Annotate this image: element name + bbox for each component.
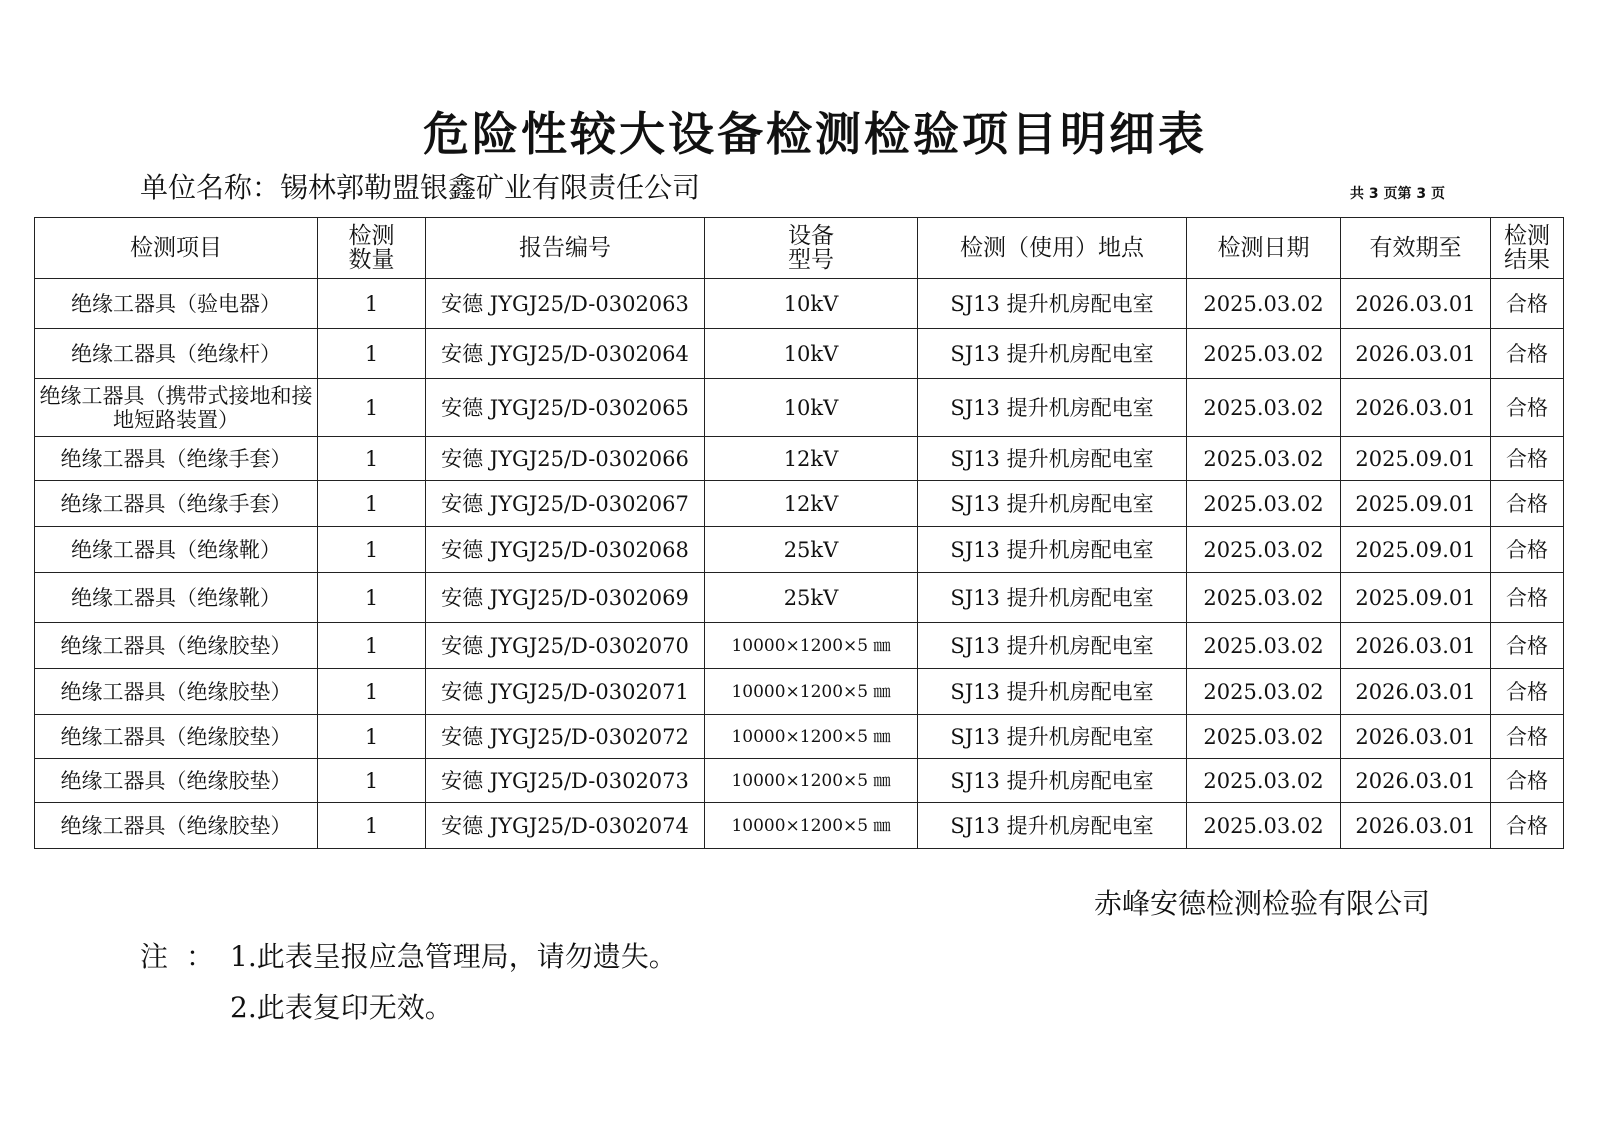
cell-report-number: 安德 JYGJ25/D-0302066 [426, 437, 705, 481]
cell-location: SJ13 提升机房配电室 [918, 329, 1187, 379]
cell-inspection-item: 绝缘工器具（绝缘胶垫） [35, 715, 318, 759]
document-title: 危险性较大设备检测检验项目明细表 [423, 107, 1207, 161]
header-inspection-item: 检测项目 [35, 218, 318, 279]
cell-inspection-item: 绝缘工器具（绝缘胶垫） [35, 759, 318, 803]
cell-result: 合格 [1491, 379, 1564, 437]
cell-equipment-model: 12kV [705, 481, 918, 527]
table-row [35, 623, 1564, 669]
cell-location: SJ13 提升机房配电室 [918, 527, 1187, 573]
table-row [35, 279, 1564, 329]
table-row [35, 715, 1564, 759]
cell-quantity: 1 [318, 669, 426, 715]
cell-location: SJ13 提升机房配电室 [918, 379, 1187, 437]
cell-valid-until: 2026.03.01 [1341, 715, 1491, 759]
note-item: 2.此表复印无效。 [230, 991, 453, 1024]
cell-inspection-date: 2025.03.02 [1187, 573, 1341, 623]
cell-valid-until: 2026.03.01 [1341, 623, 1491, 669]
cell-location: SJ13 提升机房配电室 [918, 715, 1187, 759]
cell-quantity: 1 [318, 527, 426, 573]
cell-inspection-date: 2025.03.02 [1187, 279, 1341, 329]
cell-report-number: 安德 JYGJ25/D-0302063 [426, 279, 705, 329]
cell-result: 合格 [1491, 481, 1564, 527]
cell-valid-until: 2025.09.01 [1341, 481, 1491, 527]
cell-report-number: 安德 JYGJ25/D-0302065 [426, 379, 705, 437]
cell-valid-until: 2026.03.01 [1341, 379, 1491, 437]
cell-report-number: 安德 JYGJ25/D-0302074 [426, 803, 705, 849]
cell-inspection-date: 2025.03.02 [1187, 803, 1341, 849]
cell-result: 合格 [1491, 623, 1564, 669]
cell-equipment-model: 25kV [705, 527, 918, 573]
cell-quantity: 1 [318, 481, 426, 527]
cell-location: SJ13 提升机房配电室 [918, 437, 1187, 481]
cell-inspection-date: 2025.03.02 [1187, 527, 1341, 573]
cell-equipment-model: 10kV [705, 329, 918, 379]
cell-inspection-date: 2025.03.02 [1187, 329, 1341, 379]
notes-label [140, 935, 214, 975]
cell-valid-until: 2025.09.01 [1341, 573, 1491, 623]
cell-inspection-date: 2025.03.02 [1187, 669, 1341, 715]
cell-valid-until: 2026.03.01 [1341, 803, 1491, 849]
cell-equipment-model: 10000×1200×5 ㎜ [705, 803, 918, 849]
cell-inspection-date: 2025.03.02 [1187, 759, 1341, 803]
cell-quantity: 1 [318, 759, 426, 803]
cell-quantity: 1 [318, 279, 426, 329]
header-result: 检测 结果 [1491, 218, 1564, 279]
cell-location: SJ13 提升机房配电室 [918, 279, 1187, 329]
cell-result: 合格 [1491, 759, 1564, 803]
cell-valid-until: 2026.03.01 [1341, 669, 1491, 715]
table-row [35, 803, 1564, 849]
cell-quantity: 1 [318, 803, 426, 849]
cell-inspection-item: 绝缘工器具（携带式接地和接地短路装置） [35, 379, 318, 437]
page-info: 共 3 页第 3 页 [1350, 186, 1445, 202]
cell-inspection-item: 绝缘工器具（绝缘胶垫） [35, 669, 318, 715]
header-equipment-model: 设备 型号 [705, 218, 918, 279]
table-row [35, 379, 1564, 437]
header-report-number: 报告编号 [426, 218, 705, 279]
cell-location: SJ13 提升机房配电室 [918, 669, 1187, 715]
cell-quantity: 1 [318, 623, 426, 669]
header-location: 检测（使用）地点 [918, 218, 1187, 279]
inspection-detail-table [34, 217, 1564, 849]
cell-inspection-item: 绝缘工器具（验电器） [35, 279, 318, 329]
table-row [35, 481, 1564, 527]
cell-equipment-model: 10000×1200×5 ㎜ [705, 623, 918, 669]
table-header-row [35, 218, 1564, 279]
cell-result: 合格 [1491, 329, 1564, 379]
unit-name: 单位名称：锡林郭勒盟银鑫矿业有限责任公司 [140, 171, 701, 204]
table-row [35, 329, 1564, 379]
issuer-company: 赤峰安德检测检验有限公司 [1094, 887, 1431, 920]
cell-result: 合格 [1491, 573, 1564, 623]
cell-report-number: 安德 JYGJ25/D-0302068 [426, 527, 705, 573]
cell-valid-until: 2026.03.01 [1341, 329, 1491, 379]
cell-inspection-item: 绝缘工器具（绝缘胶垫） [35, 623, 318, 669]
cell-inspection-date: 2025.03.02 [1187, 379, 1341, 437]
cell-inspection-item: 绝缘工器具（绝缘手套） [35, 481, 318, 527]
cell-inspection-item: 绝缘工器具（绝缘杆） [35, 329, 318, 379]
cell-equipment-model: 10kV [705, 379, 918, 437]
cell-quantity: 1 [318, 437, 426, 481]
cell-equipment-model: 10kV [705, 279, 918, 329]
cell-valid-until: 2026.03.01 [1341, 279, 1491, 329]
cell-location: SJ13 提升机房配电室 [918, 759, 1187, 803]
cell-equipment-model: 10000×1200×5 ㎜ [705, 759, 918, 803]
cell-inspection-date: 2025.03.02 [1187, 623, 1341, 669]
cell-location: SJ13 提升机房配电室 [918, 803, 1187, 849]
header-inspection-date: 检测日期 [1187, 218, 1341, 279]
notes-colon: ： [186, 940, 215, 973]
cell-location: SJ13 提升机房配电室 [918, 573, 1187, 623]
cell-result: 合格 [1491, 279, 1564, 329]
cell-inspection-date: 2025.03.02 [1187, 481, 1341, 527]
cell-report-number: 安德 JYGJ25/D-0302064 [426, 329, 705, 379]
cell-valid-until: 2025.09.01 [1341, 527, 1491, 573]
cell-result: 合格 [1491, 527, 1564, 573]
cell-equipment-model: 12kV [705, 437, 918, 481]
cell-quantity: 1 [318, 573, 426, 623]
cell-report-number: 安德 JYGJ25/D-0302071 [426, 669, 705, 715]
table-row [35, 759, 1564, 803]
cell-inspection-date: 2025.03.02 [1187, 715, 1341, 759]
cell-quantity: 1 [318, 329, 426, 379]
cell-equipment-model: 25kV [705, 573, 918, 623]
cell-valid-until: 2025.09.01 [1341, 437, 1491, 481]
table-row [35, 573, 1564, 623]
cell-equipment-model: 10000×1200×5 ㎜ [705, 715, 918, 759]
cell-inspection-date: 2025.03.02 [1187, 437, 1341, 481]
cell-location: SJ13 提升机房配电室 [918, 623, 1187, 669]
cell-report-number: 安德 JYGJ25/D-0302072 [426, 715, 705, 759]
cell-location: SJ13 提升机房配电室 [918, 481, 1187, 527]
cell-result: 合格 [1491, 669, 1564, 715]
header-valid-until: 有效期至 [1341, 218, 1491, 279]
cell-inspection-item: 绝缘工器具（绝缘靴） [35, 573, 318, 623]
cell-inspection-item: 绝缘工器具（绝缘靴） [35, 527, 318, 573]
cell-quantity: 1 [318, 715, 426, 759]
cell-result: 合格 [1491, 715, 1564, 759]
cell-report-number: 安德 JYGJ25/D-0302067 [426, 481, 705, 527]
cell-inspection-item: 绝缘工器具（绝缘胶垫） [35, 803, 318, 849]
cell-result: 合格 [1491, 803, 1564, 849]
header-quantity: 检测 数量 [318, 218, 426, 279]
cell-equipment-model: 10000×1200×5 ㎜ [705, 669, 918, 715]
note-item: 1.此表呈报应急管理局，请勿遗失。 [230, 940, 677, 973]
notes-label-text: 注 [140, 940, 169, 973]
table-row [35, 527, 1564, 573]
cell-inspection-item: 绝缘工器具（绝缘手套） [35, 437, 318, 481]
cell-report-number: 安德 JYGJ25/D-0302069 [426, 573, 705, 623]
cell-report-number: 安德 JYGJ25/D-0302073 [426, 759, 705, 803]
table-row [35, 437, 1564, 481]
cell-quantity: 1 [318, 379, 426, 437]
cell-valid-until: 2026.03.01 [1341, 759, 1491, 803]
cell-result: 合格 [1491, 437, 1564, 481]
table-row [35, 669, 1564, 715]
cell-report-number: 安德 JYGJ25/D-0302070 [426, 623, 705, 669]
